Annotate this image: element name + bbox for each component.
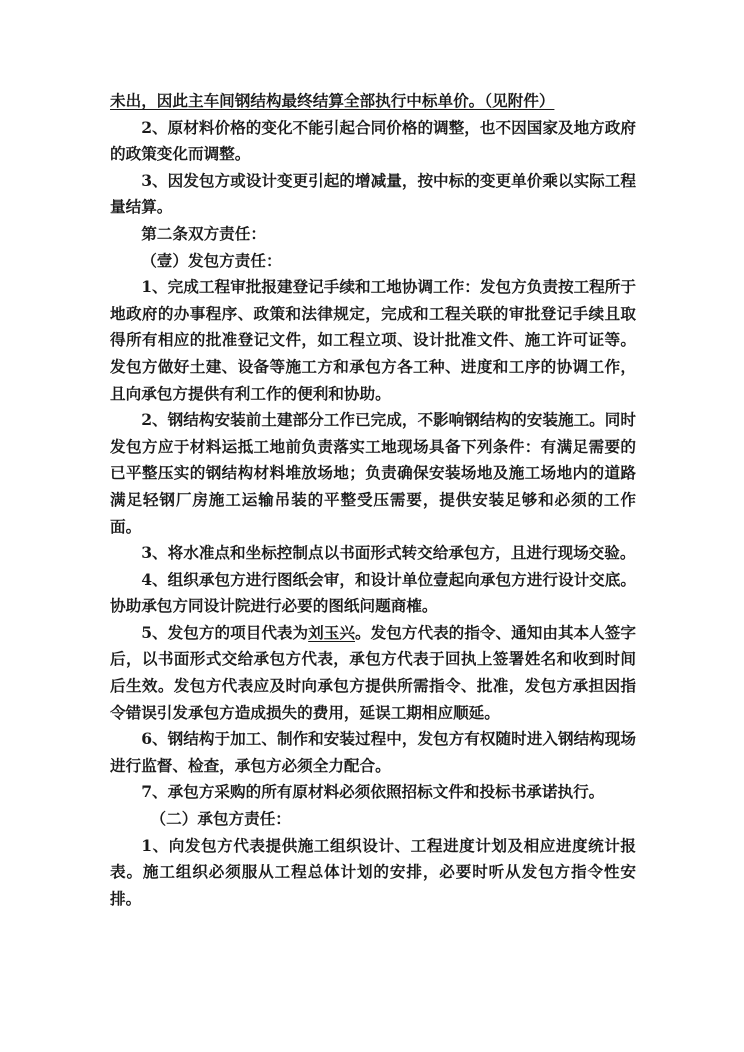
subsection-heading-contractor: （二）承包方责任： (150, 809, 291, 829)
document-page (110, 88, 636, 912)
representative-name: 刘玉兴 (308, 622, 356, 642)
underlined-text: 未出，因此主车间钢结构最终结算全部执行中标单价。（见附件） (110, 91, 555, 110)
paragraph-price-2: 2、原材料价格的变化不能引起合同价格的调整，也不因国家及地方政府的政策变化而调整。 (110, 117, 636, 164)
paragraph-employer-5 (110, 620, 636, 726)
paragraph-carryover (110, 88, 636, 115)
paragraph-employer-2: 2、钢结构安装前土建部分工作已完成，不影响钢结构的安装施工。同时发包方应于材料运抵工地前负责落实工地现场具备下列条件：有满足需要的已平整压实的钢结构材料堆放场地；负责确保安装场地及施工场地内的道路满足轻钢厂房施工运输吊装的平整受压需要，提供安装足够和必须的工作面。 (110, 410, 636, 536)
text-segment: 5、发包方的项目代表为 (141, 622, 309, 642)
paragraph-contractor-1: 1、向发包方代表提供施工组织设计、工程进度计划及相应进度统计报表。施工组织必须服从工程总体计划的安排，必要时听从发包方指令性安排。 (110, 835, 636, 908)
subsection-heading-employer: （壹）发包方责任： (141, 250, 282, 270)
paragraph-employer-6: 6、钢结构于加工、制作和安装过程中，发包方有权随时进入钢结构现场进行监督、检查，承包方必须全力配合。 (110, 729, 636, 775)
paragraph-employer-1: 1、完成工程审批报建登记手续和工地协调工作：发包方负责按工程所于地政府的办事程序、政策和法律规定，完成和工程关联的审批登记手续且取得所有相应的批准登记文件，如工程立项、设计批准文件、施工许可证等。发包方做好土建、设备等施工方和承包方各工种、进度和工序的协调工作，且向承包方提供有利工作的便利和协助。 (110, 277, 636, 403)
paragraph-price-3: 3、因发包方或设计变更引起的增减量，按中标的变更单价乘以实际工程量结算。 (110, 170, 636, 217)
paragraph-employer-7: 7、承包方采购的所有原材料必须依照招标文件和投标书承诺执行。 (141, 782, 605, 802)
section-heading-responsibilities: 第二条双方责任： (141, 223, 266, 243)
paragraph-employer-3: 3、将水准点和坐标控制点以书面形式转交给承包方，且进行现场交验。 (141, 543, 636, 563)
text-segment: 。发包方代表的指令、通知由其本人签字后，以书面形式交给承包方代表，承包方代表于回执上签署姓名和收到时间后生效。发包方代表应及时向承包方提供所需指令、批准，发包方承担因指令错误引发承包方造成损失的费用，延误工期相应顺延。 (110, 622, 636, 722)
paragraph-employer-4: 4、组织承包方进行图纸会审，和设计单位壹起向承包方进行设计交底。协助承包方同设计院进行必要的图纸问题商榷。 (110, 569, 636, 616)
